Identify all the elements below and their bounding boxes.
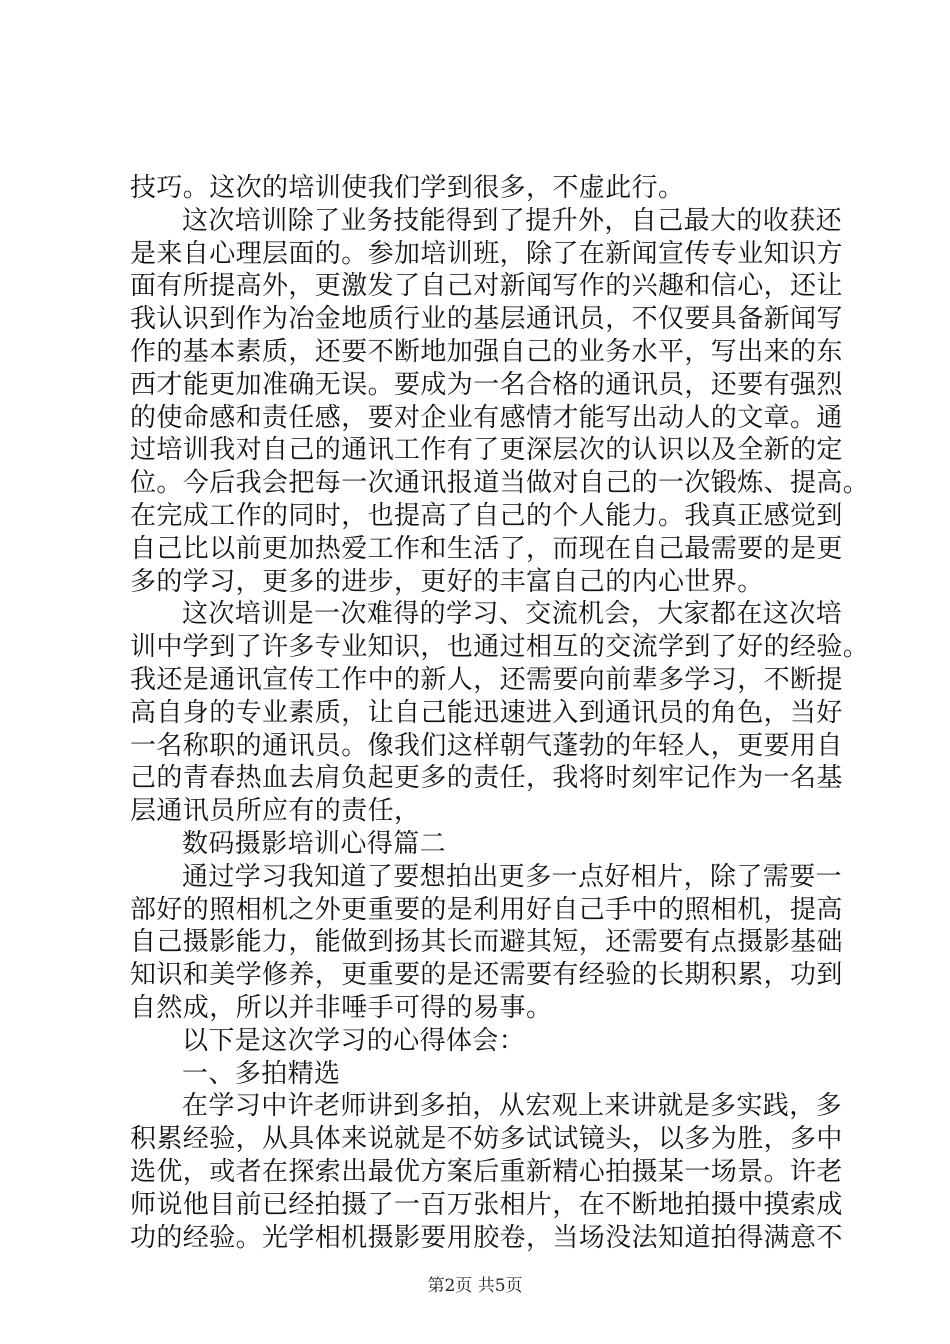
text-line: 在完成工作的同时，也提高了自己的个人能力。我真正感觉到 xyxy=(130,500,843,531)
text-line: 数码摄影培训心得篇二 xyxy=(182,828,447,859)
text-line: 己的青春热血去肩负起更多的责任，我将时刻牢记作为一名基 xyxy=(130,763,843,794)
text-line: 功的经验。光学相机摄影要用胶卷，当场没法知道拍得满意不 xyxy=(130,1222,843,1253)
text-line: 训中学到了许多专业知识，也通过相互的交流学到了好的经验。 xyxy=(130,632,870,663)
text-line: 是来自心理层面的。参加培训班，除了在新闻宣传专业知识方 xyxy=(130,238,843,269)
text-line: 这次培训除了业务技能得到了提升外，自己最大的收获还 xyxy=(182,205,843,236)
text-line: 过培训我对自己的通讯工作有了更深层次的认识以及全新的定 xyxy=(130,435,843,466)
text-line: 西才能更加准确无误。要成为一名合格的通讯员，还要有强烈 xyxy=(130,369,843,400)
page-footer: 第2页 共5页 xyxy=(427,1276,523,1296)
text-line: 师说他目前已经拍摄了一百万张相片，在不断地拍摄中摸索成 xyxy=(130,1189,843,1220)
text-line: 位。今后我会把每一次通讯报道当做对自己的一次锻炼、提高。 xyxy=(130,468,870,499)
text-line: 知识和美学修养，更重要的是还需要有经验的长期积累，功到 xyxy=(130,960,843,991)
text-line: 部好的照相机之外更重要的是利用好自己手中的照相机，提高 xyxy=(130,894,843,925)
text-line: 通过学习我知道了要想拍出更多一点好相片，除了需要一 xyxy=(182,861,843,892)
text-line: 作的基本素质，还要不断地加强自己的业务水平，写出来的东 xyxy=(130,336,843,367)
text-line: 技巧。这次的培训使我们学到很多，不虚此行。 xyxy=(130,173,685,203)
text-line: 这次培训是一次难得的学习、交流机会，大家都在这次培 xyxy=(182,599,843,630)
text-line: 高自身的专业素质，让自己能迅速进入到通讯员的角色，当好 xyxy=(130,697,843,728)
text-line: 一名称职的通讯员。像我们这样朝气蓬勃的年轻人，更要用自 xyxy=(130,730,843,761)
text-line: 在学习中许老师讲到多拍，从宏观上来讲就是多实践，多 xyxy=(182,1091,843,1122)
text-line: 我认识到作为冶金地质行业的基层通讯员，不仅要具备新闻写 xyxy=(130,304,843,335)
body-text xyxy=(130,172,870,1254)
text-line: 面有所提高外，更激发了自己对新闻写作的兴趣和信心，还让 xyxy=(130,271,843,302)
text-line: 积累经验，从具体来说就是不妨多试试镜头，以多为胜，多中 xyxy=(130,1124,843,1155)
text-line: 以下是这次学习的心得体会： xyxy=(182,1025,526,1056)
text-line: 的使命感和责任感，要对企业有感情才能写出动人的文章。通 xyxy=(130,402,843,433)
text-line: 我还是通讯宣传工作中的新人，还需要向前辈多学习，不断提 xyxy=(130,664,843,695)
text-line: 自然成，所以并非唾手可得的易事。 xyxy=(130,992,553,1023)
text-line: 自己摄影能力，能做到扬其长而避其短，还需要有点摄影基础 xyxy=(130,927,843,958)
text-line: 多的学习，更多的进步，更好的丰富自己的内心世界。 xyxy=(130,566,764,597)
text-line: 层通讯员所应有的责任， xyxy=(130,796,421,827)
text-line: 一、多拍精选 xyxy=(182,1058,341,1089)
text-line: 自己比以前更加热爱工作和生活了，而现在自己最需要的是更 xyxy=(130,533,843,564)
text-line: 选优，或者在探索出最优方案后重新精心拍摄某一场景。许老 xyxy=(130,1156,843,1187)
